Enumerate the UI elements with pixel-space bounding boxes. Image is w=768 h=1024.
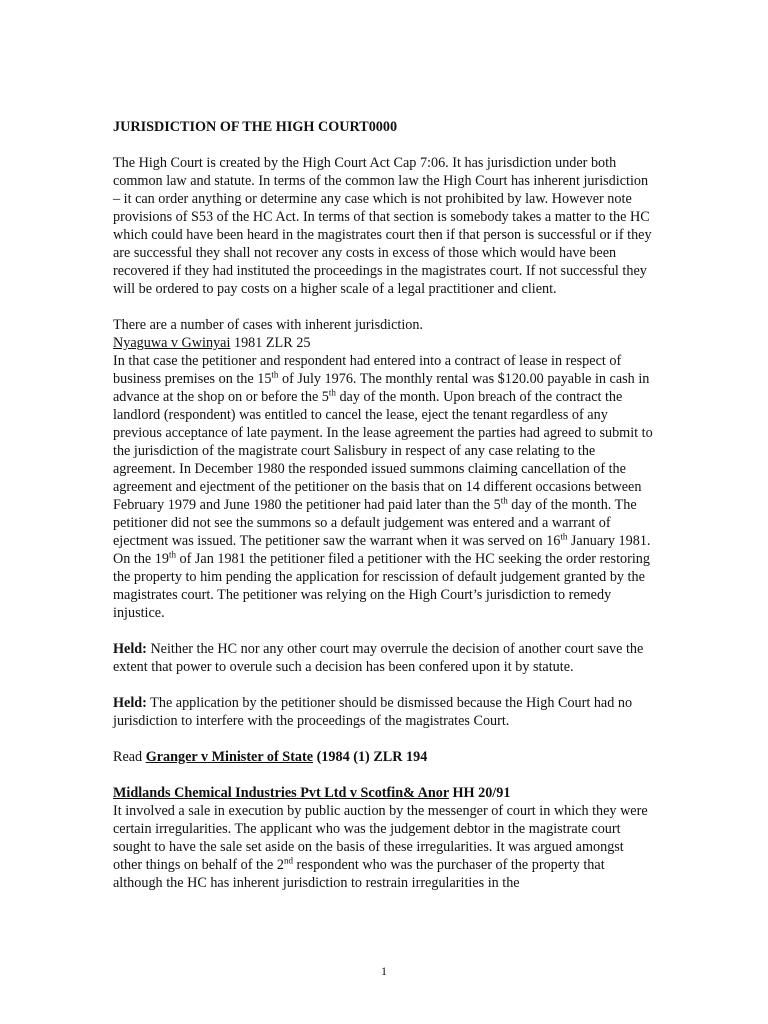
held-paragraph-1: Held: Neither the HC nor any other court may overrule the decision of another court save the extent that power to overule such a decision has been confered upon it by statute. [113, 641, 644, 675]
case-facts-nyaguwa: In that case the petitioner and respondent had entered into a contract of lease in respect of business premises on the 15th of July 1976. The monthly rental was $120.00 payable in cash in advance at the shop on or before the 5th day of the month. Upon breach of the contract the landlord (respondent) was entitled to cancel the lease, eject the tenant regardless of any previous acceptance of late payment. In the lease agreement the parties had agreed to submit to the jurisdiction of the magistrate court Salisbury in respect of any case relating to the agreement. In December 1980 the responded issued summons claiming cancellation of the agreement and ejectment of the petitioner on the basis that on 14 different occasions between February 1979 and June 1980 the petitioner had paid later than the 5th day of the month. The petitioner did not see the summons so a default judgement was entered and a warrant of ejectment was issued. The petitioner saw the warrant when it was served on 16th January 1981. On the 19th of Jan 1981 the petitioner filed a petitioner with the HC seeking the order restoring the property to him pending the application for rescission of default judgement granted by the magistrates court. The petitioner was relying on the High Court’s jurisdiction to remedy injustice. [113, 353, 653, 621]
case-citation-nyaguwa [113, 334, 653, 352]
case-name: Nyaguwa v Gwinyai [113, 335, 231, 351]
document-page [113, 118, 653, 910]
case-citation-midlands [113, 784, 653, 802]
case-cite: HH 20/91 [448, 785, 511, 801]
case-name: Granger v Minister of State [145, 749, 314, 765]
held-label: Held: [113, 695, 147, 711]
case-name: Midlands Chemical Industries Pvt Ltd v Scotfin& Anor [113, 785, 449, 801]
case-facts-midlands: It involved a sale in execution by public auction by the messenger of court in which they were certain irregularities. The applicant who was the judgement debtor in the magistrate court sought to have the sale set aside on the basis of these irregularities. It was argued amongst other things on behalf of the 2nd respondent who was the purchaser of the property that although the HC has inherent jurisdiction to restrain irregularities in the [113, 803, 648, 891]
page-number: 1 [381, 964, 387, 978]
case-cite: 1981 ZLR 25 [230, 335, 311, 351]
held-label: Held: [113, 641, 147, 657]
held-paragraph-2: Held: The application by the petitioner should be dismissed because the High Court had no jurisdiction to interfere with the proceedings of the magistrates Court. [113, 695, 633, 729]
cases-intro: There are a number of cases with inherent jurisdiction. [113, 317, 424, 333]
read-reference: Read Granger v Minister of State (1984 (1) ZLR 194 [113, 749, 428, 765]
page-title: JURISDICTION OF THE HIGH COURT0000 [113, 119, 398, 135]
intro-paragraph: The High Court is created by the High Court Act Cap 7:06. It has jurisdiction under both common law and statute. In terms of the common law the High Court has inherent jurisdiction – it can order anything or determine any case which is not prohibited by law. However note provisions of S53 of the HC Act. In terms of that section is somebody takes a matter to the HC which could have been heard in the magistrates court then if that person is successful or if they are successful they shall not recover any costs in excess of those which would have been recovered if they had instituted the proceedings in the magistrates court. If not successful they will be ordered to pay costs on a higher scale of a legal practitioner and client. [113, 155, 652, 297]
